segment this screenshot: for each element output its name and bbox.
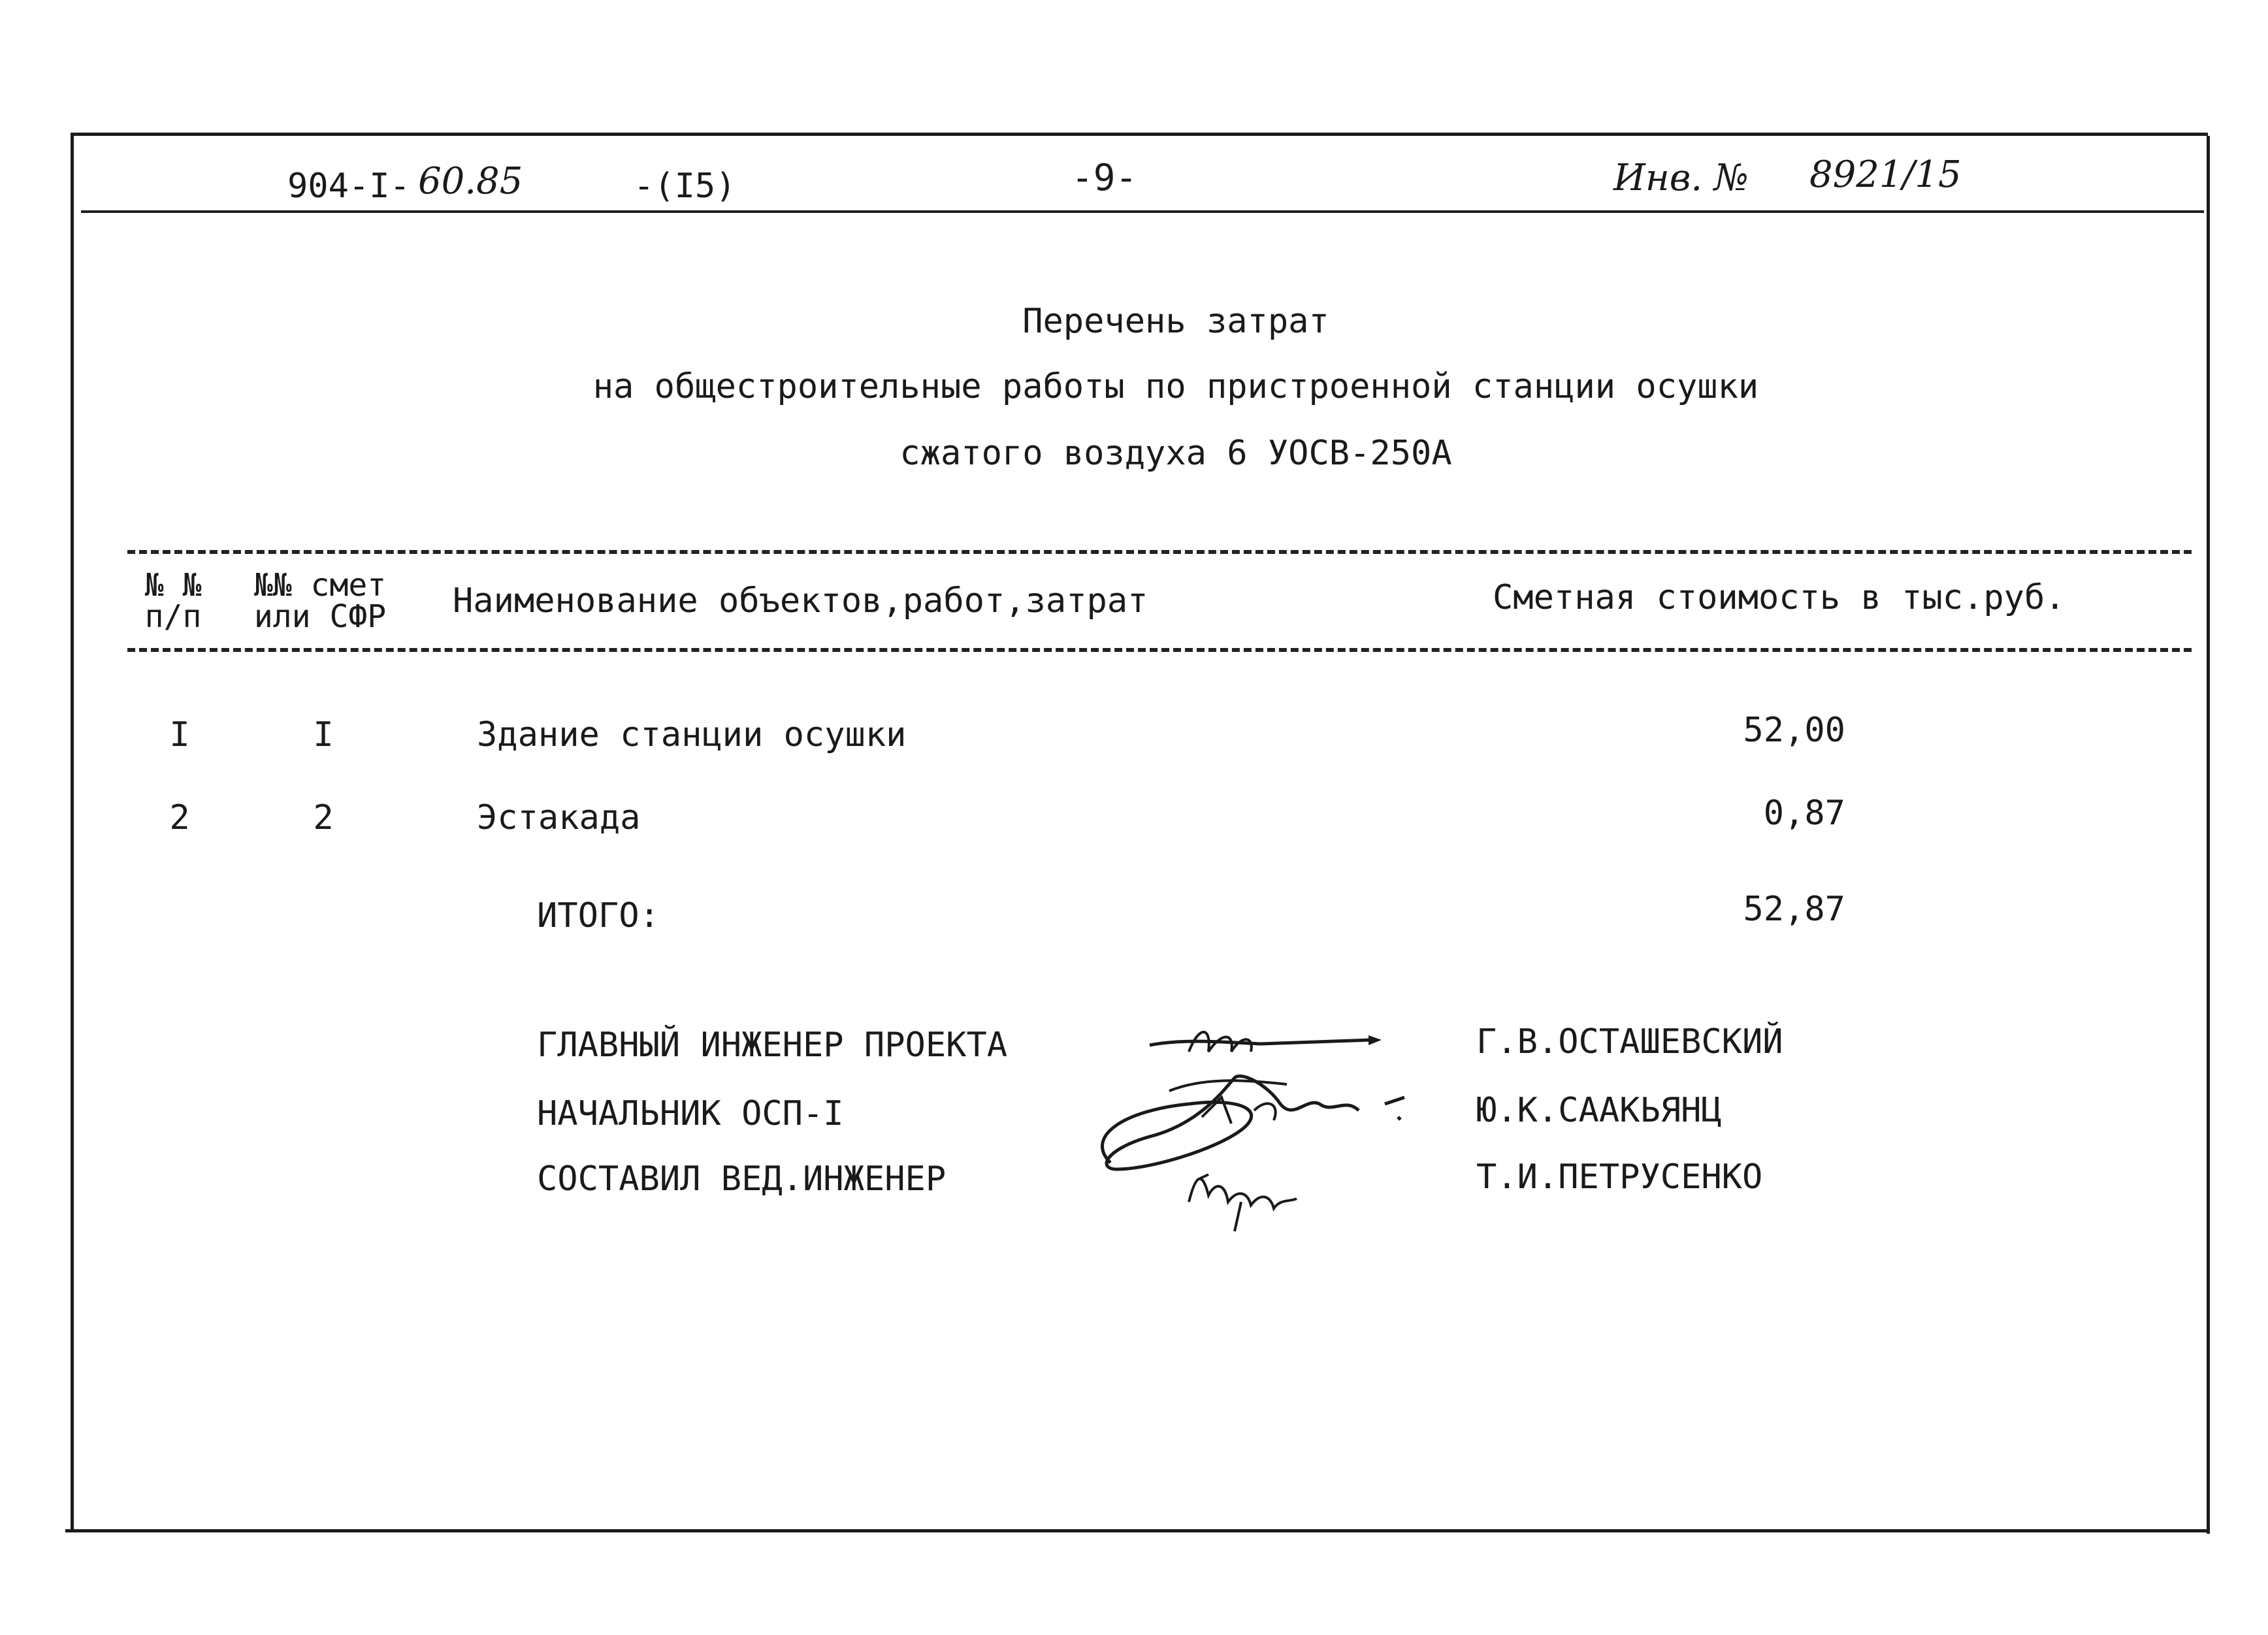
signature-role-compiled-by: СОСТАВИЛ ВЕД.ИНЖЕНЕР <box>537 1159 947 1199</box>
column-header-estimate <box>242 567 398 635</box>
doc-code-printed: 904-I- <box>287 167 410 206</box>
column-header-estimate-line1: №№ смет <box>253 567 387 604</box>
handwritten-signatures <box>1071 1006 1437 1241</box>
table-row-1-estimate: I <box>313 715 334 754</box>
document-title: Перечень затрат <box>1022 302 1329 341</box>
page-number: -9- <box>1071 157 1138 199</box>
table-row-2-estimate: 2 <box>313 798 334 837</box>
table-row-1-num: I <box>169 715 190 754</box>
signature-1-stroke <box>1150 1040 1372 1045</box>
table-row-2-cost: 0,87 <box>1763 794 1845 833</box>
frame-bottom-border <box>65 1529 2210 1532</box>
document-subtitle-line2: сжатого воздуха 6 УОСВ-250А <box>899 434 1452 473</box>
column-header-name: Наименование объектов,работ,затрат <box>453 581 1148 621</box>
doc-code-handwritten: 60.85 <box>418 160 523 202</box>
column-header-num <box>134 567 212 635</box>
signature-role-department-head: НАЧАЛЬНИК ОСП-I <box>537 1094 844 1133</box>
signature-name-chief-engineer: Г.В.ОСТАШЕВСКИЙ <box>1476 1022 1783 1061</box>
total-label: ИТОГО: <box>537 896 660 935</box>
table-row-2-num: 2 <box>169 798 190 837</box>
column-header-num-line2: п/п <box>144 598 202 635</box>
signature-name-department-head: Ю.К.СААКЬЯНЦ <box>1476 1091 1722 1130</box>
header-separator-line <box>81 210 2204 213</box>
table-row-1-cost: 52,00 <box>1743 711 1845 750</box>
signature-role-chief-engineer: ГЛАВНЫЙ ИНЖЕНЕР ПРОЕКТА <box>537 1026 1008 1065</box>
signature-1-arrow <box>1369 1035 1382 1045</box>
frame-top-border <box>73 133 2208 136</box>
frame-left-border <box>71 133 74 1532</box>
inventory-number: 8921/15 <box>1809 154 1962 196</box>
signature-2-tick <box>1385 1097 1404 1120</box>
signature-name-compiled-by: Т.И.ПЕТРУСЕНКО <box>1476 1157 1763 1197</box>
document-subtitle-line1: на общестроительные работы по пристроенной станции осушки <box>592 367 1759 406</box>
column-header-num-line1: № № <box>144 567 202 604</box>
column-header-estimate-line2: или СФР <box>253 598 387 635</box>
total-value: 52,87 <box>1743 890 1845 929</box>
inventory-label: Инв. № <box>1613 157 1749 199</box>
table-header-top-rule <box>127 550 2192 554</box>
table-row-2-name: Эстакада <box>477 798 641 837</box>
signature-3-stroke <box>1189 1179 1297 1208</box>
table-header-bottom-rule <box>127 648 2192 652</box>
frame-right-border <box>2207 136 2210 1534</box>
album-number: -(I5) <box>634 167 736 206</box>
column-header-cost: Сметная стоимость в тыс.руб. <box>1493 578 2066 617</box>
table-row-1-name: Здание станции осушки <box>477 715 907 754</box>
